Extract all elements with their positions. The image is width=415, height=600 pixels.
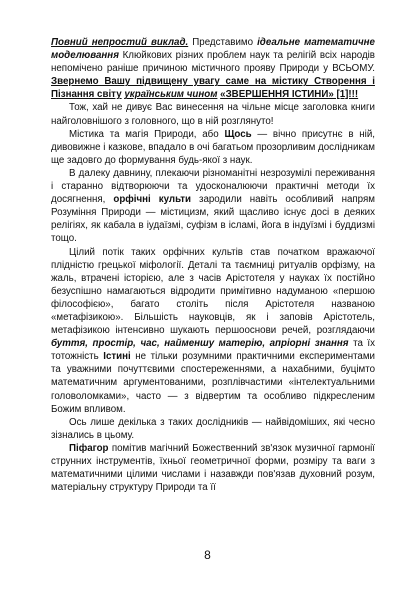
paragraph bbox=[51, 416, 375, 442]
text-run: «ЗВЕРШЕННЯ ІСТИНИ» [1]!!! bbox=[220, 89, 359, 101]
text-run: українським чином bbox=[124, 89, 218, 101]
paragraph bbox=[51, 442, 375, 494]
text-run: помітив магічний Божественний зв'язок музичної гармонії струнних інструментів, їхньої геометричної форми, розміру та ваги з математичними цілими числами і назавжди пов'язав духовний розум, матеріальну структуру Природи та її bbox=[51, 442, 375, 494]
text-run: Щось bbox=[224, 128, 252, 140]
text-run: В далеку давнину, плекаючи різноманітні незрозумілі переживання і старанно відтворюючи та удосконалюючи практичні методи їх досягнення, bbox=[51, 167, 375, 206]
text-run: Істині bbox=[103, 351, 131, 363]
text-run: Цілий потік таких орфічних культів став початком вражаючої плідністю грецької міфології. Деталі та таємниці ритуалів орфізму, на жаль, втрачені історією, але з часів Арістотеля у науках їх постійно безуспішно намагаються відродити примітивно надуманою «першою філософією», багато століть після Арістотеля названою «метафізикою». Більшість науковців, як і заповів Арістотель, метафізикою інтенсивно шукають першооснови речей, розглядаючи bbox=[51, 246, 375, 337]
text-run: Представимо bbox=[188, 37, 258, 48]
text-run: Звернемо Вашу підвищену увагу саме на містику Створення і Пізнання світу bbox=[51, 76, 375, 101]
paragraph bbox=[51, 128, 375, 167]
text-run: орфічні культи bbox=[113, 194, 192, 206]
body-text bbox=[51, 36, 375, 494]
text-run: Тож, хай не дивує Вас винесення на чільне місце заголовка книги найголовнішого з головного, що в ній розглянуто! bbox=[51, 102, 375, 127]
text-run: не тільки розумними практичними експериментами та уважними почуттєвими спостереженнями, а нахабними, буцімто математичним аргументованими, розплівчастими «інтелектуальними головоломками», часто — з відвертим та особливо підкресленим Божим впливом. bbox=[51, 351, 376, 415]
text-run: Піфагор bbox=[69, 442, 109, 454]
text-run: Повний непростий виклад. bbox=[51, 37, 189, 48]
text-run: Клюйкових різних проблем наук та релігій всіх народів непомічено раніше причиною містичного прояву Природи у ВСЬОМУ. bbox=[51, 50, 375, 75]
paragraph bbox=[51, 167, 375, 246]
paragraph bbox=[51, 36, 375, 101]
text-run: та їх тотожність bbox=[51, 338, 375, 363]
text-run: — вічно присутнє в ній, дивовижне і казкове, впадало в очі багатьом прозорливим дослідникам ще задовго до формування будь-якої з наук. bbox=[51, 128, 375, 166]
page-number: 8 bbox=[204, 548, 211, 562]
text-run: буття, простір, час, найменшу матерію, апріорні знання bbox=[51, 338, 349, 350]
text-run: Містика та магія Природи, або bbox=[69, 128, 225, 140]
paragraph bbox=[51, 246, 375, 416]
text-run: зародили навіть особливий напрям Розуміння Природи — містицизм, який щасливо існує досі в деяких релігіях, як кабала в іудаїзмі, суфізм в ісламі, йога в індуїзмі і буддизмі тощо. bbox=[51, 194, 375, 245]
text-run: ідеальне математичне моделювання bbox=[51, 37, 375, 62]
paragraph bbox=[51, 101, 375, 127]
text-run: Ось лише декілька з таких дослідників — найвідоміших, які чесно зізнались в цьому. bbox=[51, 416, 375, 441]
